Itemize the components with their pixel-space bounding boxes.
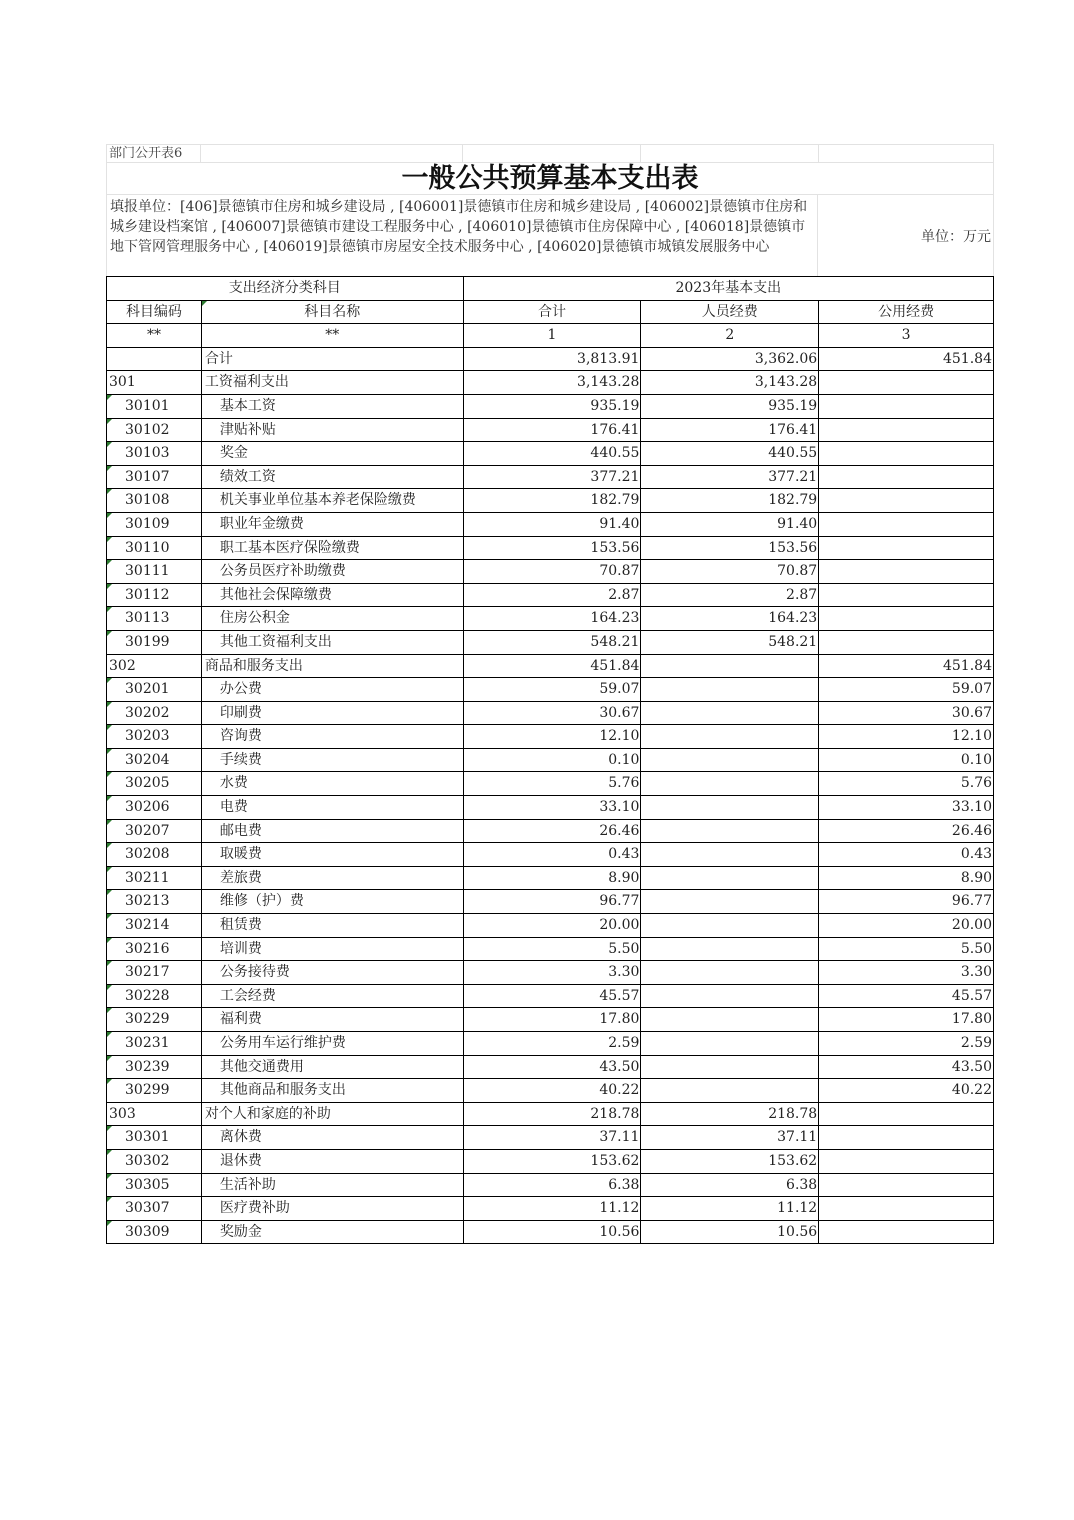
table-row <box>107 749 994 773</box>
row-name: 公务员医疗补助缴费 <box>202 560 464 583</box>
row-personnel: 548.21 <box>641 631 819 654</box>
row-name: 医疗费补助 <box>202 1197 464 1220</box>
table-row <box>107 796 994 820</box>
row-total: 0.43 <box>464 843 642 866</box>
row-name: 奖金 <box>202 442 464 465</box>
row-name: 住房公积金 <box>202 607 464 630</box>
empty-cell <box>641 144 819 162</box>
row-name: 差旅费 <box>202 867 464 890</box>
row-public: 3.30 <box>819 961 994 984</box>
header-group-row <box>107 277 994 301</box>
row-code: 30211 <box>107 867 202 890</box>
table-row <box>107 1079 994 1103</box>
row-code: 30203 <box>107 725 202 748</box>
table-row <box>107 1056 994 1080</box>
row-personnel <box>641 1056 819 1079</box>
total-row <box>107 348 994 372</box>
row-total: 37.11 <box>464 1126 642 1149</box>
table-body <box>107 371 994 1244</box>
row-total: 440.55 <box>464 442 642 465</box>
row-public <box>819 371 994 394</box>
row-total: 153.62 <box>464 1150 642 1173</box>
row-personnel: 153.56 <box>641 537 819 560</box>
table-row <box>107 560 994 584</box>
row-personnel <box>641 1079 819 1102</box>
index-code: ** <box>107 324 202 347</box>
row-total: 17.80 <box>464 1008 642 1031</box>
row-total: 40.22 <box>464 1079 642 1102</box>
row-personnel: 182.79 <box>641 489 819 512</box>
row-code: 30305 <box>107 1174 202 1197</box>
row-name: 培训费 <box>202 938 464 961</box>
row-public <box>819 1126 994 1149</box>
row-name: 手续费 <box>202 749 464 772</box>
table-row <box>107 466 994 490</box>
index-3: 3 <box>819 324 994 347</box>
row-personnel <box>641 702 819 725</box>
row-code: 30202 <box>107 702 202 725</box>
filler-unit-text: 填报单位：[406]景德镇市住房和城乡建设局 , [406001]景德镇市住房和城乡建设局 , [406002]景德镇市住房和城乡建设档案馆 , [406007]景德镇市建设工程服务中心 , [406010]景德镇市住房保障中心 , [406018]景德镇市地下管网管理服务中心 , [406019]景德镇市房屋安全技术服务中心 , [406020]景德镇市城镇发展服务中心 <box>107 195 818 276</box>
total-total: 3,813.91 <box>464 348 642 371</box>
row-code: 30101 <box>107 395 202 418</box>
row-personnel: 37.11 <box>641 1126 819 1149</box>
row-public <box>819 607 994 630</box>
row-code: 30302 <box>107 1150 202 1173</box>
empty-cell <box>201 144 463 162</box>
row-personnel <box>641 678 819 701</box>
table-row <box>107 489 994 513</box>
row-code: 30111 <box>107 560 202 583</box>
index-name: ** <box>202 324 464 347</box>
row-public: 2.59 <box>819 1032 994 1055</box>
index-1: 1 <box>464 324 642 347</box>
row-name: 租赁费 <box>202 914 464 937</box>
row-code: 30207 <box>107 820 202 843</box>
row-personnel: 91.40 <box>641 513 819 536</box>
row-name: 其他社会保障缴费 <box>202 584 464 607</box>
table-row <box>107 820 994 844</box>
row-code: 30213 <box>107 890 202 913</box>
row-code: 30103 <box>107 442 202 465</box>
row-code: 30216 <box>107 938 202 961</box>
row-name: 邮电费 <box>202 820 464 843</box>
row-name: 取暖费 <box>202 843 464 866</box>
row-public: 5.50 <box>819 938 994 961</box>
row-code: 30299 <box>107 1079 202 1102</box>
row-public: 12.10 <box>819 725 994 748</box>
table-row <box>107 1221 994 1245</box>
table-row <box>107 702 994 726</box>
filler-row <box>106 194 994 276</box>
table-row <box>107 395 994 419</box>
row-total: 59.07 <box>464 678 642 701</box>
total-personnel: 3,362.06 <box>641 348 819 371</box>
table-row <box>107 725 994 749</box>
row-total: 182.79 <box>464 489 642 512</box>
index-row <box>107 324 994 348</box>
row-public <box>819 395 994 418</box>
empty-cell <box>463 144 641 162</box>
row-total: 0.10 <box>464 749 642 772</box>
row-name: 维修（护）费 <box>202 890 464 913</box>
row-code: 30228 <box>107 985 202 1008</box>
row-total: 45.57 <box>464 985 642 1008</box>
row-public <box>819 1150 994 1173</box>
expenditure-table <box>106 276 994 1244</box>
row-total: 3,143.28 <box>464 371 642 394</box>
row-total: 6.38 <box>464 1174 642 1197</box>
row-code: 30102 <box>107 419 202 442</box>
index-2: 2 <box>641 324 819 347</box>
row-total: 26.46 <box>464 820 642 843</box>
row-public: 17.80 <box>819 1008 994 1031</box>
row-name: 奖励金 <box>202 1221 464 1244</box>
row-public: 20.00 <box>819 914 994 937</box>
row-name: 退休费 <box>202 1150 464 1173</box>
row-name: 工会经费 <box>202 985 464 1008</box>
row-public: 5.76 <box>819 772 994 795</box>
row-name: 印刷费 <box>202 702 464 725</box>
row-total: 5.50 <box>464 938 642 961</box>
row-code: 30301 <box>107 1126 202 1149</box>
table-row <box>107 655 994 679</box>
table-row <box>107 772 994 796</box>
header-group-left: 支出经济分类科目 <box>107 277 464 300</box>
row-code: 30201 <box>107 678 202 701</box>
row-name: 绩效工资 <box>202 466 464 489</box>
row-code: 30109 <box>107 513 202 536</box>
page-title: 一般公共预算基本支出表 <box>401 163 699 194</box>
row-public <box>819 631 994 654</box>
row-public: 30.67 <box>819 702 994 725</box>
row-public <box>819 442 994 465</box>
row-personnel: 935.19 <box>641 395 819 418</box>
row-name: 机关事业单位基本养老保险缴费 <box>202 489 464 512</box>
row-public <box>819 560 994 583</box>
row-personnel: 176.41 <box>641 419 819 442</box>
row-public <box>819 419 994 442</box>
row-personnel: 153.62 <box>641 1150 819 1173</box>
row-personnel <box>641 725 819 748</box>
row-total: 20.00 <box>464 914 642 937</box>
row-personnel <box>641 655 819 678</box>
row-name: 公务用车运行维护费 <box>202 1032 464 1055</box>
row-total: 176.41 <box>464 419 642 442</box>
row-total: 10.56 <box>464 1221 642 1244</box>
row-code: 30239 <box>107 1056 202 1079</box>
row-total: 377.21 <box>464 466 642 489</box>
row-name: 基本工资 <box>202 395 464 418</box>
row-personnel: 2.87 <box>641 584 819 607</box>
row-code: 30199 <box>107 631 202 654</box>
row-public: 451.84 <box>819 655 994 678</box>
row-public: 96.77 <box>819 890 994 913</box>
table-row <box>107 938 994 962</box>
table-row <box>107 1103 994 1127</box>
table-row <box>107 867 994 891</box>
row-name: 福利费 <box>202 1008 464 1031</box>
row-code: 30307 <box>107 1197 202 1220</box>
row-total: 12.10 <box>464 725 642 748</box>
header-total: 合计 <box>464 301 642 324</box>
row-total: 3.30 <box>464 961 642 984</box>
row-personnel <box>641 1032 819 1055</box>
header-code: 科目编码 <box>107 301 202 324</box>
form-label-row <box>106 144 994 162</box>
row-code: 30229 <box>107 1008 202 1031</box>
row-total: 11.12 <box>464 1197 642 1220</box>
row-personnel <box>641 749 819 772</box>
row-personnel <box>641 938 819 961</box>
row-public <box>819 584 994 607</box>
row-total: 153.56 <box>464 537 642 560</box>
row-total: 2.59 <box>464 1032 642 1055</box>
total-code <box>107 348 202 371</box>
row-code: 30110 <box>107 537 202 560</box>
row-code: 30206 <box>107 796 202 819</box>
row-name: 办公费 <box>202 678 464 701</box>
row-personnel <box>641 1008 819 1031</box>
row-code: 30208 <box>107 843 202 866</box>
header-personnel: 人员经费 <box>641 301 819 324</box>
row-personnel <box>641 961 819 984</box>
row-code: 303 <box>107 1103 202 1126</box>
row-public <box>819 537 994 560</box>
row-public: 0.10 <box>819 749 994 772</box>
table-row <box>107 371 994 395</box>
header-group-right: 2023年基本支出 <box>464 277 994 300</box>
row-name: 生活补助 <box>202 1174 464 1197</box>
row-total: 5.76 <box>464 772 642 795</box>
row-personnel: 164.23 <box>641 607 819 630</box>
row-public <box>819 466 994 489</box>
table-row <box>107 607 994 631</box>
row-code: 30108 <box>107 489 202 512</box>
row-total: 33.10 <box>464 796 642 819</box>
row-personnel <box>641 890 819 913</box>
header-public: 公用经费 <box>819 301 994 324</box>
row-public <box>819 1174 994 1197</box>
row-code: 30112 <box>107 584 202 607</box>
row-personnel: 377.21 <box>641 466 819 489</box>
row-total: 96.77 <box>464 890 642 913</box>
table-row <box>107 843 994 867</box>
row-total: 164.23 <box>464 607 642 630</box>
row-name: 对个人和家庭的补助 <box>202 1103 464 1126</box>
row-name: 其他工资福利支出 <box>202 631 464 654</box>
form-label: 部门公开表6 <box>106 144 201 162</box>
row-public: 0.43 <box>819 843 994 866</box>
table-row <box>107 513 994 537</box>
row-code: 30231 <box>107 1032 202 1055</box>
row-total: 70.87 <box>464 560 642 583</box>
row-total: 43.50 <box>464 1056 642 1079</box>
empty-cell <box>819 144 994 162</box>
row-total: 30.67 <box>464 702 642 725</box>
row-code: 30107 <box>107 466 202 489</box>
row-code: 30214 <box>107 914 202 937</box>
row-personnel: 218.78 <box>641 1103 819 1126</box>
total-name: 合计 <box>202 348 464 371</box>
row-public: 26.46 <box>819 820 994 843</box>
table-row <box>107 914 994 938</box>
row-personnel: 10.56 <box>641 1221 819 1244</box>
row-personnel: 11.12 <box>641 1197 819 1220</box>
row-name: 电费 <box>202 796 464 819</box>
row-code: 302 <box>107 655 202 678</box>
row-personnel: 6.38 <box>641 1174 819 1197</box>
total-public: 451.84 <box>819 348 994 371</box>
row-total: 2.87 <box>464 584 642 607</box>
table-row <box>107 1126 994 1150</box>
budget-sheet <box>106 144 994 1244</box>
row-code: 301 <box>107 371 202 394</box>
row-personnel <box>641 914 819 937</box>
row-code: 30205 <box>107 772 202 795</box>
row-name: 离休费 <box>202 1126 464 1149</box>
row-code: 30113 <box>107 607 202 630</box>
row-public: 8.90 <box>819 867 994 890</box>
row-name: 公务接待费 <box>202 961 464 984</box>
row-personnel <box>641 796 819 819</box>
table-row <box>107 1197 994 1221</box>
row-personnel <box>641 985 819 1008</box>
row-personnel <box>641 820 819 843</box>
row-personnel: 70.87 <box>641 560 819 583</box>
row-name: 其他交通费用 <box>202 1056 464 1079</box>
row-public: 33.10 <box>819 796 994 819</box>
table-row <box>107 1174 994 1198</box>
row-public <box>819 489 994 512</box>
row-name: 咨询费 <box>202 725 464 748</box>
row-code: 30217 <box>107 961 202 984</box>
title-row <box>106 162 994 194</box>
row-total: 8.90 <box>464 867 642 890</box>
row-total: 548.21 <box>464 631 642 654</box>
unit-label: 单位：万元 <box>921 228 991 245</box>
header-row <box>107 301 994 325</box>
header-name: 科目名称 <box>202 301 464 324</box>
table-row <box>107 1008 994 1032</box>
row-total: 91.40 <box>464 513 642 536</box>
row-public <box>819 1221 994 1244</box>
row-personnel: 3,143.28 <box>641 371 819 394</box>
row-personnel <box>641 843 819 866</box>
row-name: 津贴补贴 <box>202 419 464 442</box>
table-row <box>107 985 994 1009</box>
row-name: 职业年金缴费 <box>202 513 464 536</box>
row-name: 职工基本医疗保险缴费 <box>202 537 464 560</box>
table-row <box>107 961 994 985</box>
row-name: 工资福利支出 <box>202 371 464 394</box>
row-public: 40.22 <box>819 1079 994 1102</box>
row-personnel: 440.55 <box>641 442 819 465</box>
table-row <box>107 1150 994 1174</box>
table-row <box>107 1032 994 1056</box>
row-total: 218.78 <box>464 1103 642 1126</box>
row-personnel <box>641 772 819 795</box>
table-row <box>107 631 994 655</box>
row-public: 45.57 <box>819 985 994 1008</box>
row-name: 商品和服务支出 <box>202 655 464 678</box>
row-code: 30309 <box>107 1221 202 1244</box>
row-public <box>819 1103 994 1126</box>
table-row <box>107 419 994 443</box>
row-public: 43.50 <box>819 1056 994 1079</box>
table-row <box>107 537 994 561</box>
row-name: 其他商品和服务支出 <box>202 1079 464 1102</box>
row-name: 水费 <box>202 772 464 795</box>
row-public <box>819 1197 994 1220</box>
table-row <box>107 890 994 914</box>
row-total: 451.84 <box>464 655 642 678</box>
row-personnel <box>641 867 819 890</box>
table-row <box>107 442 994 466</box>
row-public: 59.07 <box>819 678 994 701</box>
table-row <box>107 584 994 608</box>
row-total: 935.19 <box>464 395 642 418</box>
table-row <box>107 678 994 702</box>
row-code: 30204 <box>107 749 202 772</box>
row-public <box>819 513 994 536</box>
